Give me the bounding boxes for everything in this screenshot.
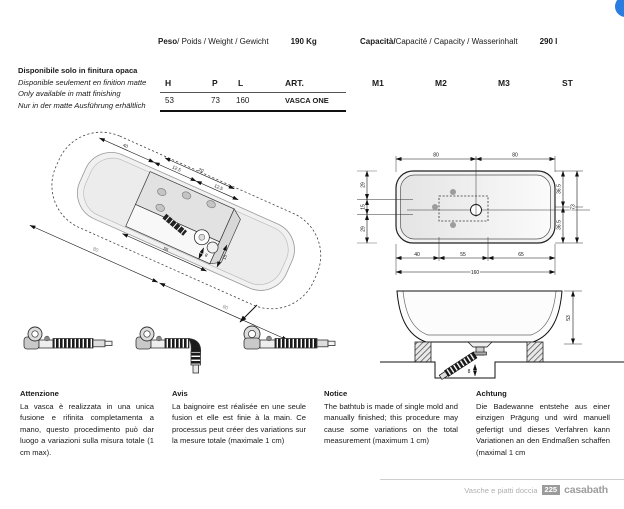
footer-brand-logo: casabath <box>564 484 608 496</box>
note-body: The bathtub is made of single mold and manually finished; this procedure may cause some variations on the total measurement (maximum 1 cm) <box>324 402 458 446</box>
col-header-l: L <box>238 78 244 88</box>
value-art: VASCA ONE <box>285 96 329 105</box>
footer-series-label: Vasche e piatti doccia <box>464 485 538 495</box>
footer-rule <box>380 479 624 480</box>
tv-dim-bottom-total: 160 <box>470 270 480 276</box>
note-title: Attenzione <box>20 389 59 398</box>
side-view-drawing <box>380 283 624 385</box>
col-header-m1: M1 <box>372 78 384 88</box>
tv-dim-left-top: 29 <box>360 182 367 188</box>
note-avis <box>172 389 306 447</box>
tv-dim-left-bottom: 29 <box>360 226 367 232</box>
isometric-drawing <box>15 126 350 321</box>
note-body: La vasca è realizzata in una unica fusione e rifinita completamenta a mano, questo procedimento può dar luogo a variazioni sulla misura totale (1 cm max). <box>20 402 154 457</box>
tv-dim-top-left: 80 <box>433 152 439 159</box>
col-header-p: P <box>212 78 218 88</box>
capacity-value: 290 l <box>539 37 558 46</box>
availability-en: Only available in matt finishing <box>18 89 121 99</box>
note-title: Notice <box>324 389 348 398</box>
capacity-label-it: Capacità/ <box>360 37 396 46</box>
weight-label-it: Peso <box>158 37 178 46</box>
col-header-m3: M3 <box>498 78 510 88</box>
weight-value: 190 Kg <box>290 37 317 46</box>
iso-dim-20: 20 <box>197 166 205 174</box>
tub-profile <box>397 291 562 342</box>
tv-dim-bottom-2: 55 <box>460 252 466 258</box>
footer <box>464 484 608 496</box>
value-h: 53 <box>165 96 174 105</box>
flexible-hose-icon <box>275 339 317 349</box>
iso-dim-55: 55 <box>162 245 170 253</box>
iso-dim-125b: 12.5 <box>213 183 224 192</box>
iso-dim-40: 40 <box>122 142 129 150</box>
capacity-label-translations: Capacité / Capacity / Wasserinhalt <box>395 37 518 46</box>
weight-spec <box>158 37 317 46</box>
note-notice <box>324 389 458 447</box>
drain-hose <box>439 352 477 380</box>
corner-accent-dot <box>615 0 624 17</box>
col-header-m2: M2 <box>435 78 447 88</box>
table-rule-thin <box>160 92 346 93</box>
drain-detail-straight-1 <box>20 325 115 357</box>
drain-detail-bent <box>132 325 222 377</box>
foot-left <box>415 342 431 362</box>
tv-dim-bottom-1: 40 <box>414 252 420 258</box>
note-title: Avis <box>172 389 188 398</box>
footer-page-number: 225 <box>542 485 561 495</box>
note-body: Die Badewanne entstehe aus einer einzigen Prägung und wird manuell gefertigt und dieses Verfahren kann Variationen an den Endmaßen schaffen (maximal 1 cm <box>476 402 610 457</box>
availability-fr: Disponible seulement en finition matte <box>18 77 147 87</box>
tv-dim-right-bottom: 36.5 <box>556 220 563 230</box>
availability-it: Disponibile solo in finitura opaca <box>18 66 138 75</box>
tv-dim-right-total: 73 <box>570 204 577 210</box>
note-body: La baignoire est réalisée en une seule fusion et elle est finie à la main. Ce processus peut créer des variations sur la mesure totale (maximale 1 cm) <box>172 402 306 446</box>
value-p: 73 <box>211 96 220 105</box>
tv-dim-right-top: 36.5 <box>556 184 563 194</box>
iso-dim-125a: 12.5 <box>171 164 182 173</box>
drain-detail-straight-2 <box>238 325 338 357</box>
col-header-h: H <box>165 78 172 88</box>
availability-note <box>18 65 146 111</box>
flexible-hose-icon <box>165 339 189 349</box>
iso-dim-8: 8 <box>204 252 209 258</box>
note-title: Achtung <box>476 389 507 398</box>
col-header-st: ST <box>562 78 573 88</box>
capacity-spec <box>360 37 557 46</box>
top-view-drawing <box>355 142 590 290</box>
note-achtung <box>476 389 610 458</box>
note-attenzione <box>20 389 154 458</box>
iso-dim-15: 15 <box>221 253 229 261</box>
foot-right <box>527 342 543 362</box>
weight-label-translations: / Poids / Weight / Gewicht <box>177 37 269 46</box>
availability-de: Nur in der matte Ausführung erhältlich <box>18 100 146 110</box>
sv-dim-height: 53 <box>566 315 572 321</box>
col-header-art: ART. <box>285 78 304 88</box>
tv-dim-top-right: 80 <box>512 152 518 159</box>
iso-dim-length-b: 80 <box>221 303 229 312</box>
tv-dim-left-mid: 15 <box>360 204 367 210</box>
value-l: 160 <box>236 96 250 105</box>
tv-dim-bottom-3: 65 <box>518 252 524 258</box>
iso-dim-length-a: 80 <box>91 246 100 254</box>
sv-dim-recess: 8 <box>467 369 471 375</box>
flexible-hose-icon <box>53 339 93 349</box>
floor-recess <box>380 362 624 378</box>
table-rule-thick <box>160 110 346 112</box>
